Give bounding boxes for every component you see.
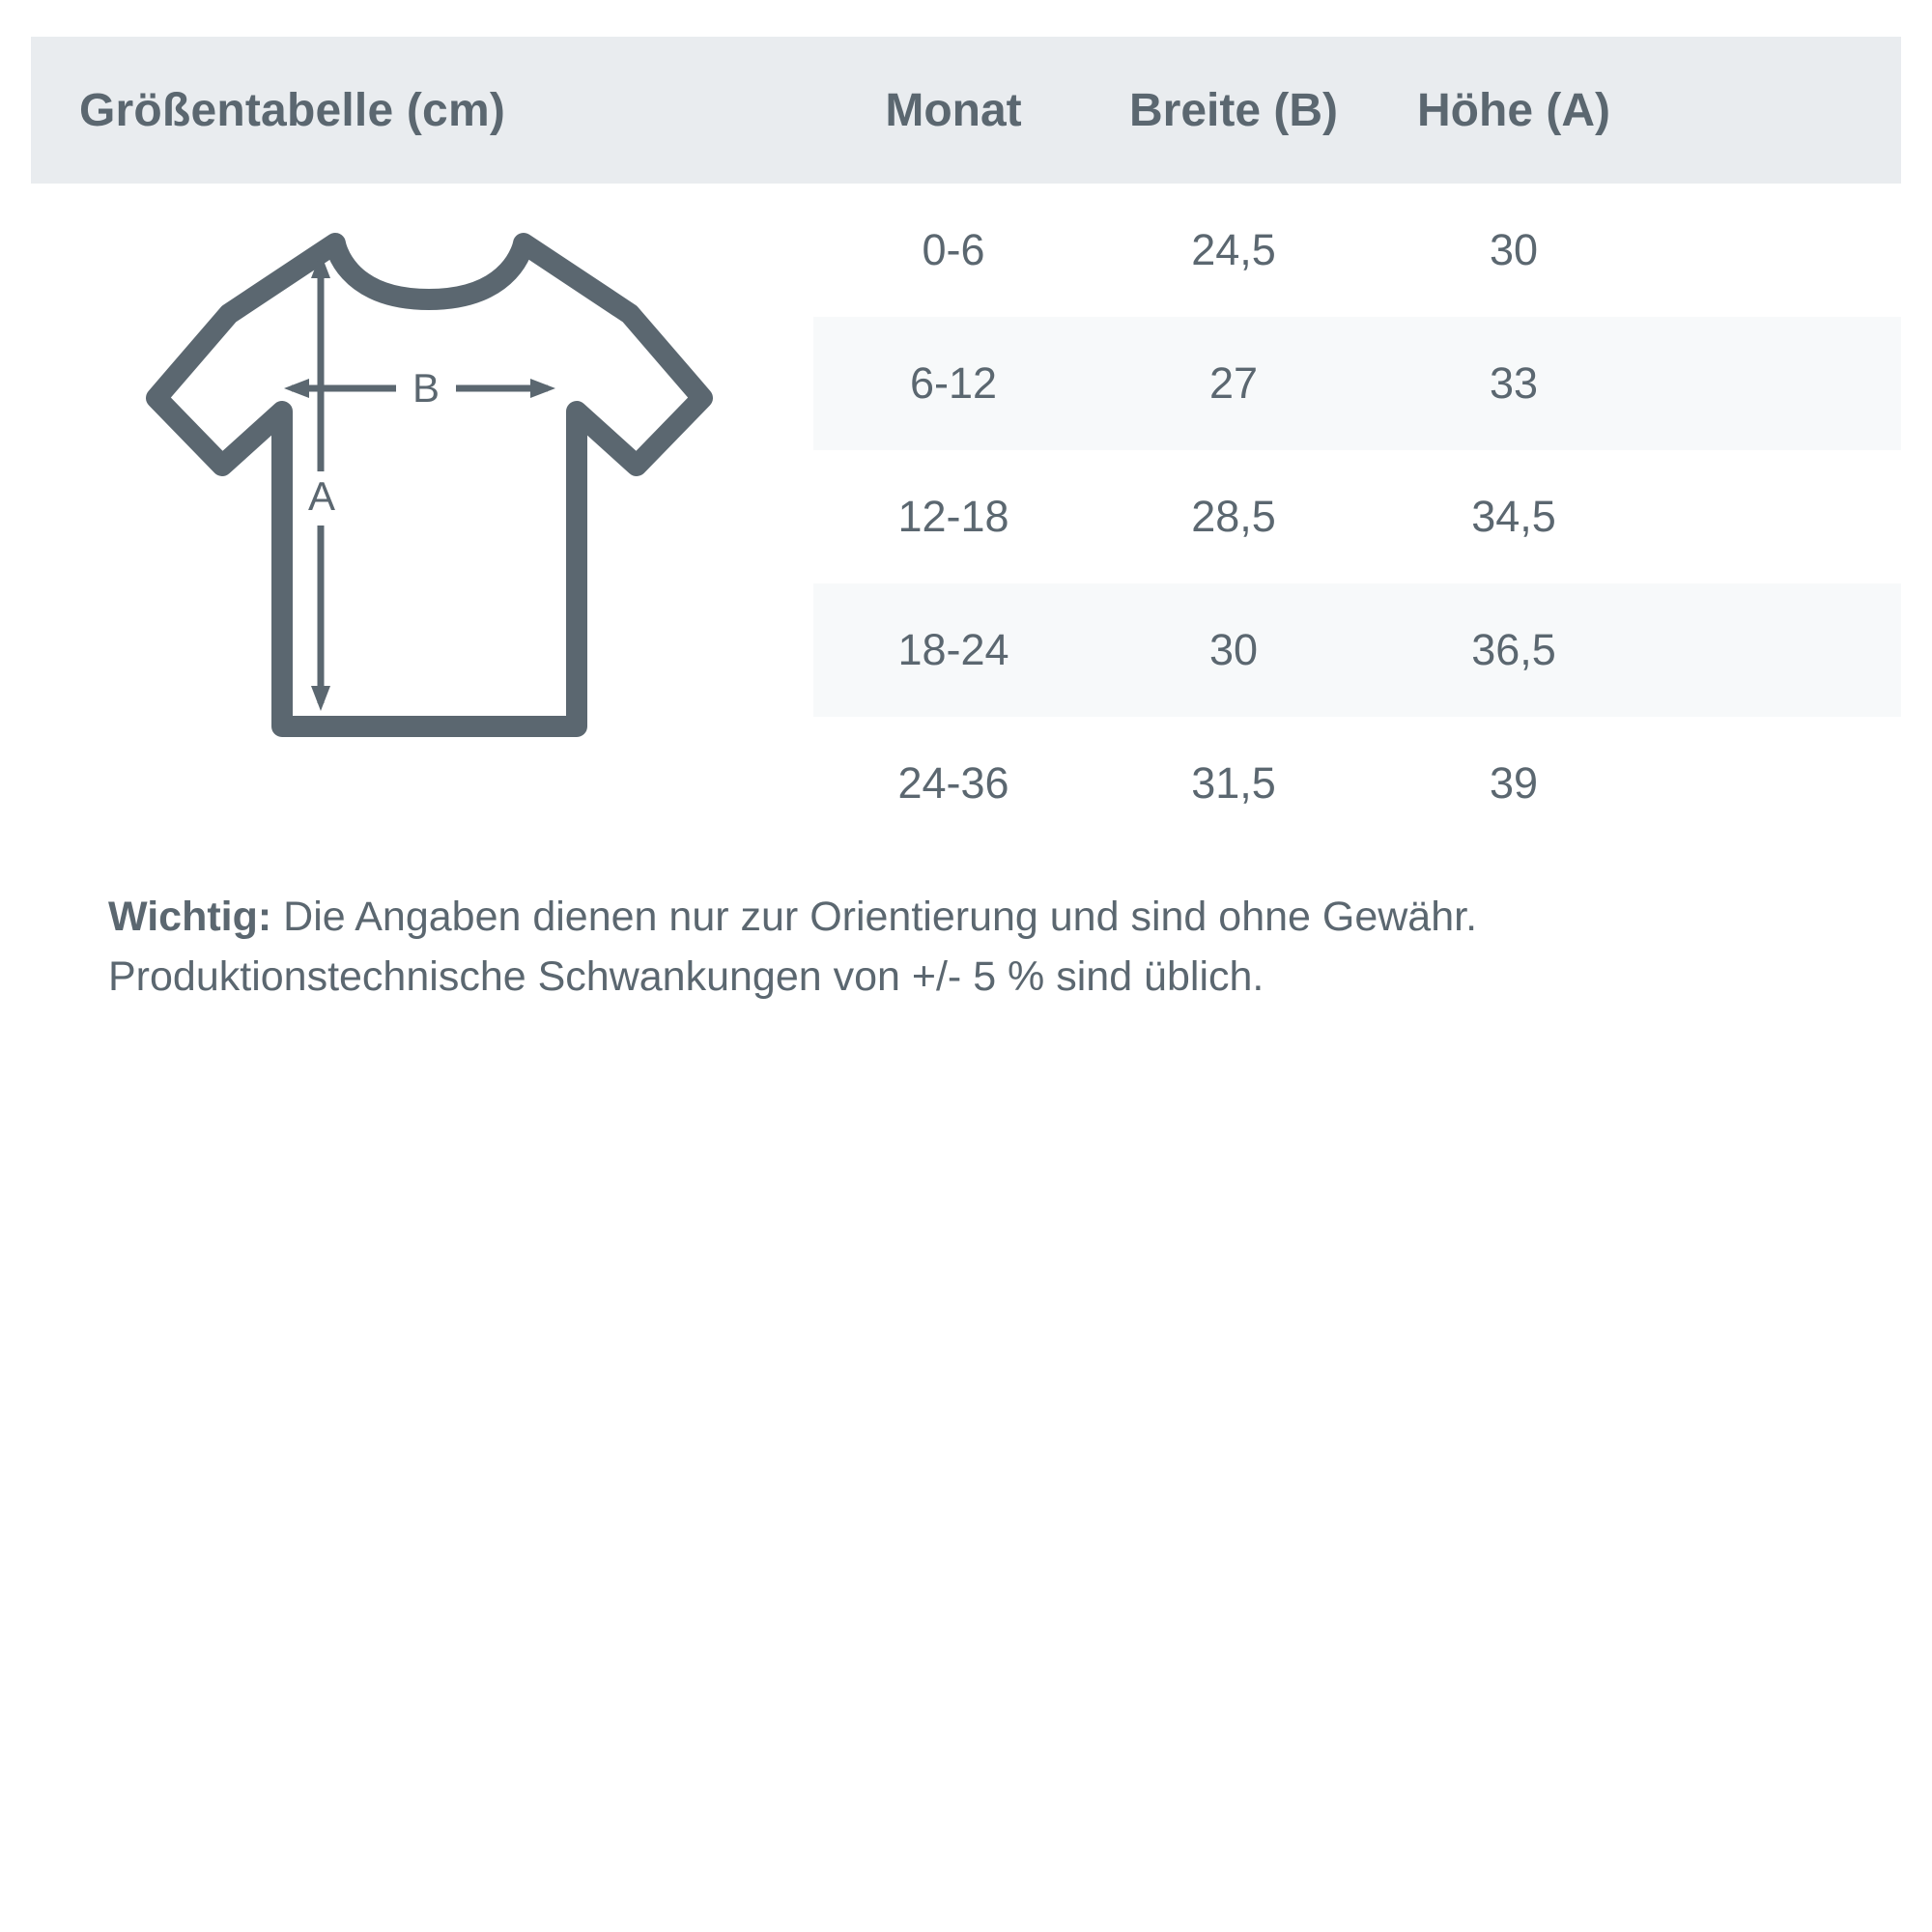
page-title: Größentabelle (cm) (79, 84, 506, 136)
cell-month: 6-12 (909, 358, 998, 408)
cell-month: 24-36 (897, 758, 1009, 808)
cell-width: 27 (1208, 358, 1259, 408)
cell-height: 34,5 (1471, 492, 1556, 541)
table-row (813, 317, 1901, 450)
cell-height: 39 (1489, 758, 1539, 808)
column-header-width: Breite (B) (1128, 84, 1339, 136)
table-header-row (31, 37, 1901, 184)
measurement-rows (813, 184, 1901, 850)
column-header-height: Höhe (A) (1417, 84, 1610, 136)
cell-width: 28,5 (1191, 492, 1276, 541)
cell-width: 31,5 (1191, 758, 1276, 808)
table-row (813, 450, 1901, 583)
table-row (813, 184, 1901, 317)
cell-month: 0-6 (922, 225, 985, 274)
size-table (31, 37, 1901, 1001)
disclaimer-note (108, 887, 1905, 1008)
label-height: A (307, 473, 336, 519)
cell-height: 33 (1489, 358, 1539, 408)
table-row (813, 717, 1901, 850)
disclaimer-label: Wichtig: (108, 894, 272, 940)
table-body (31, 184, 1901, 850)
column-header-month: Monat (885, 84, 1022, 136)
cell-width: 30 (1208, 625, 1259, 674)
cell-month: 18-24 (897, 625, 1009, 674)
cell-height: 36,5 (1471, 625, 1556, 674)
cell-month: 12-18 (897, 492, 1009, 541)
t-shirt-icon (137, 222, 755, 763)
cell-width: 24,5 (1191, 225, 1276, 274)
disclaimer-text: Die Angaben dienen nur zur Orientierung und sind ohne Gewähr. Produktionstechnische Schwankungen von +/- 5 % sind üblich. (108, 894, 1478, 1001)
table-row (813, 583, 1901, 717)
label-width: B (412, 365, 440, 411)
cell-height: 30 (1489, 225, 1539, 274)
